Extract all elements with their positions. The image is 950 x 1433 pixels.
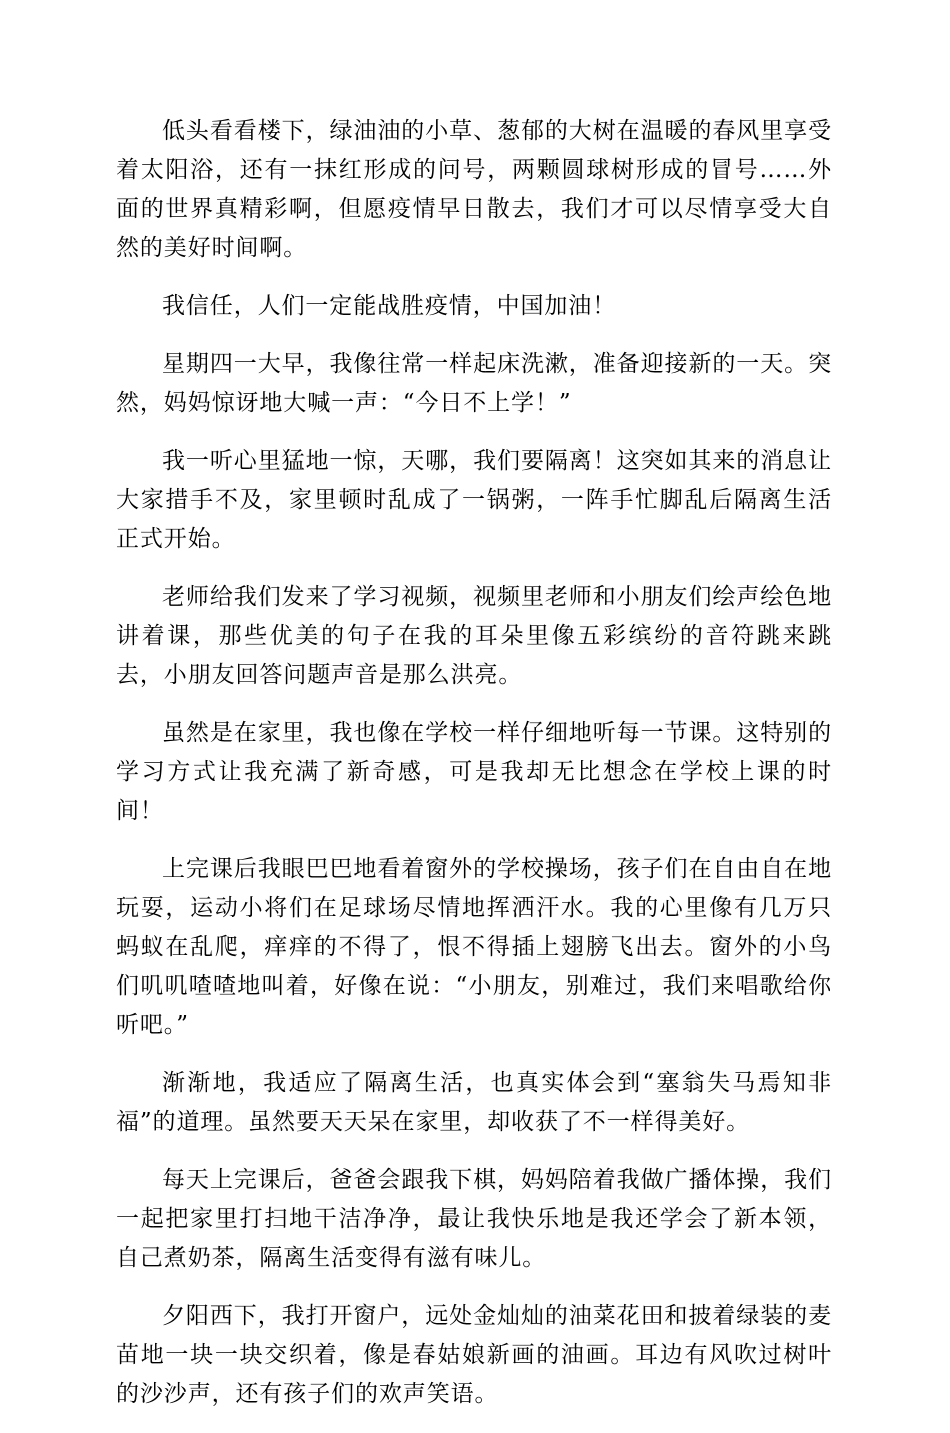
paragraph-4: 我一听心里猛地一惊，天哪，我们要隔离！这突如其来的消息让大家措手不及，家里顿时乱成了一锅粥，一阵手忙脚乱后隔离生活正式开始。 (116, 448, 832, 552)
paragraph-6: 虽然是在家里，我也像在学校一样仔细地听每一节课。这特别的学习方式让我充满了新奇感，可是我却无比想念在学校上课的时间！ (116, 720, 832, 824)
document-body (116, 112, 832, 1433)
paragraph-7: 上完课后我眼巴巴地看着窗外的学校操场，孩子们在自由自在地玩耍，运动小将们在足球场尽情地挥洒汗水。我的心里像有几万只蚂蚁在乱爬，痒痒的不得了，恨不得插上翅膀飞出去。窗外的小鸟们叽叽喳喳地叫着，好像在说：“小朋友，别难过，我们来唱歌给你听吧。” (116, 856, 832, 1038)
paragraph-3: 星期四一大早，我像往常一样起床洗漱，准备迎接新的一天。突然，妈妈惊讶地大喊一声：“今日不上学！” (116, 351, 832, 416)
paragraph-9: 每天上完课后，爸爸会跟我下棋，妈妈陪着我做广播体操，我们一起把家里打扫地干洁净净，最让我快乐地是我还学会了新本领，自己煮奶茶，隔离生活变得有滋有味儿。 (116, 1167, 832, 1271)
paragraph-5: 老师给我们发来了学习视频，视频里老师和小朋友们绘声绘色地讲着课，那些优美的句子在我的耳朵里像五彩缤纷的音符跳来跳去，小朋友回答问题声音是那么洪亮。 (116, 584, 832, 688)
paragraph-8: 渐渐地，我适应了隔离生活，也真实体会到“塞翁失马焉知非福”的道理。虽然要天天呆在家里，却收获了不一样得美好。 (116, 1070, 832, 1135)
paragraph-1: 低头看看楼下，绿油油的小草、葱郁的大树在温暖的春风里享受着太阳浴，还有一抹红形成的问号，两颗圆球树形成的冒号……外面的世界真精彩啊，但愿疫情早日散去，我们才可以尽情享受大自然的美好时间啊。 (116, 118, 832, 261)
paragraph-10: 夕阳西下，我打开窗户，远处金灿灿的油菜花田和披着绿装的麦苗地一块一块交织着，像是春姑娘新画的油画。耳边有风吹过树叶的沙沙声，还有孩子们的欢声笑语。 (116, 1303, 832, 1407)
paragraph-2: 我信任，人们一定能战胜疫情，中国加油！ (162, 293, 617, 319)
